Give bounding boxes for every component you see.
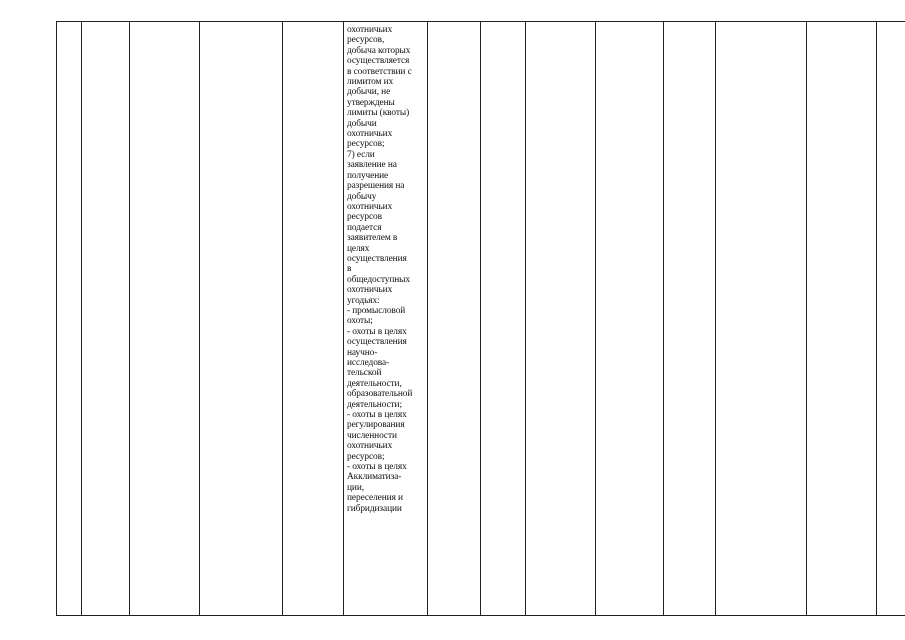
text-line: переселения и (347, 493, 403, 504)
text-line: ресурсов, (347, 35, 385, 46)
text-line: осуществляется (347, 56, 410, 67)
table-cell-col-3 (130, 22, 200, 616)
text-line: научно- (347, 347, 378, 358)
text-line: в соответствии с (347, 66, 412, 77)
text-line: утверждены (347, 97, 395, 108)
text-line: охотничьих (347, 129, 393, 140)
text-line: подается (347, 222, 382, 233)
text-line: охотничьих (347, 285, 393, 296)
table-cell-col-10 (596, 22, 664, 616)
regulation-table (56, 21, 905, 616)
table-cell-col-13 (807, 22, 877, 616)
text-line: получение (347, 170, 389, 181)
text-line: - охоты в целях (347, 410, 407, 421)
text-line: - промысловой (347, 305, 406, 316)
table-cell-col-5 (283, 22, 344, 616)
text-line: ресурсов (347, 212, 382, 223)
text-line: охотничьих (347, 201, 393, 212)
text-line: тельской (347, 368, 382, 379)
table-cell-col-8 (481, 22, 526, 616)
table-cell-col-1 (57, 22, 82, 616)
text-line: ресурсов; (347, 139, 385, 150)
text-line: угодьях: (347, 295, 380, 306)
text-line: заявление на (347, 160, 397, 171)
text-line: 7) если (347, 149, 375, 160)
text-line: осуществления (347, 253, 407, 264)
text-line: гибридизации (347, 503, 402, 514)
text-line: добычи (347, 118, 377, 129)
table-cell-col-9 (526, 22, 596, 616)
text-line: целях (347, 243, 370, 254)
table-cell-col-7 (428, 22, 481, 616)
table-row (57, 22, 905, 616)
text-line: разрешения на (347, 181, 405, 192)
text-line: осуществления (347, 337, 407, 348)
text-line: численности (347, 430, 397, 441)
text-line: охотничьих (347, 441, 393, 452)
text-line: охотничьих (347, 25, 393, 35)
table-cell-col-2 (82, 22, 130, 616)
text-line: заявителем в (347, 233, 398, 244)
text-line: - охоты в целях (347, 462, 407, 473)
text-line: общедоступных (347, 274, 410, 285)
text-line: добыча которых (347, 45, 411, 56)
text-line: ции, (347, 482, 364, 493)
text-line: деятельности, (347, 378, 402, 389)
text-line: образовательной (347, 389, 413, 400)
text-line: деятельности; (347, 399, 402, 410)
text-line: - охоты в целях (347, 326, 407, 337)
table-cell-grounds-text (344, 22, 428, 616)
text-line: лимитом их (347, 77, 394, 88)
table-cell-col-11 (664, 22, 716, 616)
text-line: ресурсов; (347, 451, 385, 462)
text-line: в (347, 264, 352, 275)
table-cell-col-14 (877, 22, 905, 616)
text-line: добычу (347, 191, 377, 202)
text-line: Акклиматиза- (347, 472, 402, 483)
table-cell-col-4 (200, 22, 283, 616)
table-cell-col-12 (716, 22, 807, 616)
text-line: добычи, не (347, 87, 391, 98)
text-line: охоты; (347, 316, 373, 327)
text-line: исследова- (347, 358, 390, 368)
text-line: лимиты (квоты) (347, 108, 410, 119)
text-line: регулирования (347, 420, 405, 431)
